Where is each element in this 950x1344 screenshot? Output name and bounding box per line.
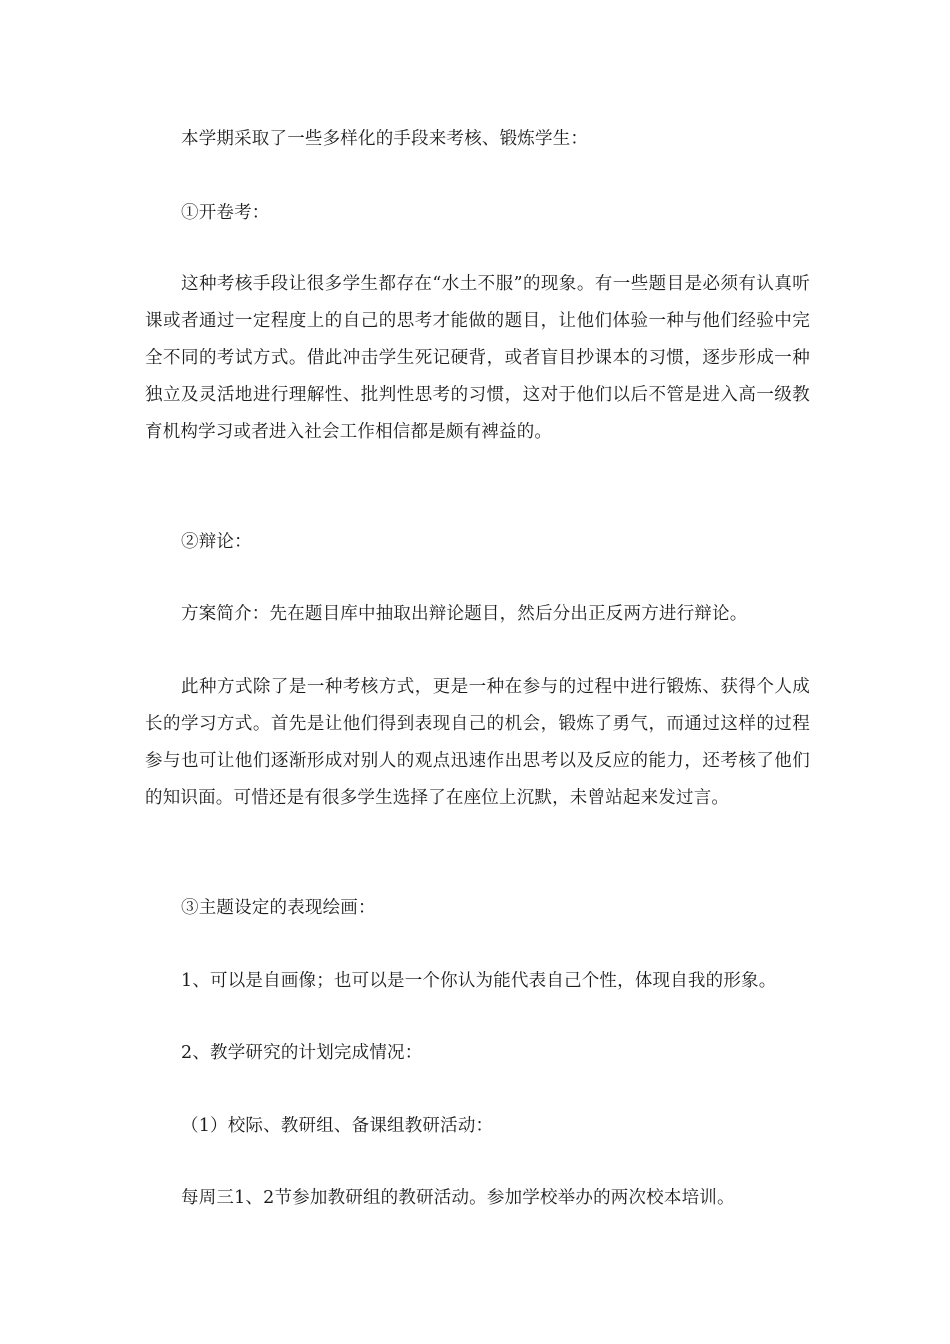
debate-summary-paragraph: 方案简介：先在题目库中抽取出辩论题目，然后分出正反两方进行辩论。 bbox=[181, 604, 748, 624]
weekly-activities-paragraph: 每周三1、2节参加教研组的教研活动。参加学校举办的两次校本培训。 bbox=[181, 1188, 735, 1208]
open-book-exam-paragraph: 这种考核手段让很多学生都存在“水土不服”的现象。有一些题目是必须有认真听课或者通过一定程度上的自己的思考才能做的题目，让他们体验一种与他们经验中完全不同的考试方式。借此冲击学生死记硬背，或者盲目抄课本的习惯，逐步形成一种独立及灵活地进行理解性、批判性思考的习惯，这对于他们以后不管是进入高一级教育机构学习或者进入社会工作相信都是颇有裨益的。 bbox=[145, 274, 810, 442]
teaching-research-heading: 2、教学研究的计划完成情况： bbox=[181, 1043, 423, 1063]
self-portrait-item: 1、可以是自画像；也可以是一个你认为能代表自己个性，体现自我的形象。 bbox=[181, 971, 777, 991]
intro-paragraph: 本学期采取了一些多样化的手段来考核、锻炼学生： bbox=[181, 129, 589, 149]
heading-debate: ②辩论： bbox=[181, 532, 252, 552]
research-activities-heading: （1）校际、教研组、备课组教研活动： bbox=[181, 1116, 494, 1136]
debate-description-paragraph: 此种方式除了是一种考核方式，更是一种在参与的过程中进行锻炼、获得个人成长的学习方式。首先是让他们得到表现自己的机会，锻炼了勇气，而通过这样的过程参与也可让他们逐渐形成对别人的观点迅速作出思考以及反应的能力，还考核了他们的知识面。可惜还是有很多学生选择了在座位上沉默，未曾站起来发过言。 bbox=[145, 677, 810, 808]
heading-themed-drawing: ③主题设定的表现绘画： bbox=[181, 898, 376, 918]
heading-open-book-exam: ①开卷考： bbox=[181, 203, 270, 223]
